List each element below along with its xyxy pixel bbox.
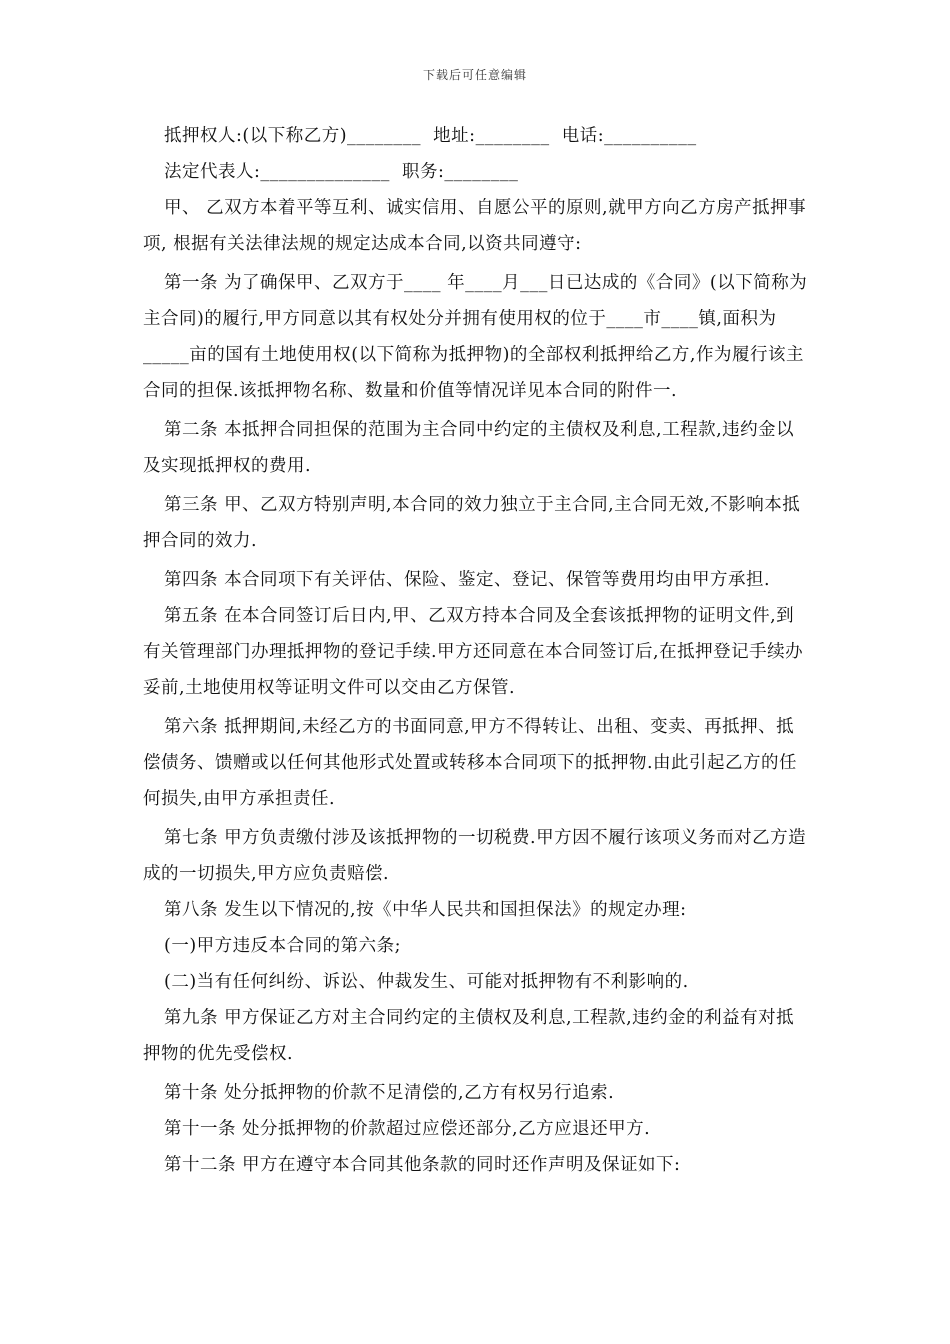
article-4-paragraph: 第四条 本合同项下有关评估、保险、鉴定、登记、保管等费用均由甲方承担. [164,570,771,590]
article-12-paragraph: 第十二条 甲方在遵守本合同其他条款的同时还作声明及保证如下: [164,1155,681,1175]
header-note: 下载后可任意编辑 [422,68,527,82]
article-8-item-2: (二)当有任何纠纷、诉讼、仲裁发生、可能对抵押物有不利影响的. [164,972,689,992]
article-11-paragraph: 第十一条 处分抵押物的价款超过应偿还部分,乙方应退还甲方. [164,1119,651,1139]
article-8-paragraph: 第八条 发生以下情况的,按《中华人民共和国担保法》的规定办理: [164,900,687,920]
article-9-paragraph: 第九条 甲方保证乙方对主合同约定的主债权及利息,工程款,违约金的利益有对抵押物的优先受偿权. [143,1008,795,1064]
preamble-paragraph: 甲、 乙双方本着平等互利、诚实信用、自愿公平的原则,就甲方向乙方房产抵押事项, 根据有关法律法规的规定达成本合同,以资共同遵守: [143,198,807,254]
article-7-paragraph: 第七条 甲方负责缴付涉及该抵押物的一切税费.甲方因不履行该项义务而对乙方造成的一切损失,甲方应负责赔偿. [143,828,807,884]
article-5-paragraph: 第五条 在本合同签订后日内,甲、乙双方持本合同及全套该抵押物的证明文件,到有关管理部门办理抵押物的登记手续.甲方还同意在本合同签订后,在抵押登记手续办妥前,土地使用权等证明文件可以交由乙方保管. [143,606,804,698]
mortgagee-field-line: 抵押权人:(以下称乙方)________ 地址:________ 电话:__________ [164,126,697,146]
article-2-paragraph: 第二条 本抵押合同担保的范围为主合同中约定的主债权及利息,工程款,违约金以及实现抵押权的费用. [143,420,795,476]
legal-representative-field-line: 法定代表人:______________ 职务:________ [164,162,519,182]
article-6-paragraph: 第六条 抵押期间,未经乙方的书面同意,甲方不得转让、出租、变卖、再抵押、抵偿债务、馈赠或以任何其他形式处置或转移本合同项下的抵押物.由此引起乙方的任何损失,由甲方承担责任. [143,717,798,809]
article-3-paragraph: 第三条 甲、乙双方特别声明,本合同的效力独立于主合同,主合同无效,不影响本抵押合同的效力. [143,495,801,551]
contract-body [143,118,811,1183]
article-1-paragraph: 第一条 为了确保甲、乙双方于____ 年____月___日已达成的《合同》(以下简称为主合同)的履行,甲方同意以其有权处分并拥有使用权的位于____市____镇,面积为_____亩的国有土地使用权(以下简称为抵押物)的全部权利抵押给乙方,作为履行该主合同的担保.该抵押物名称、数量和价值等情况详见本合同的附件一. [143,273,808,401]
article-10-paragraph: 第十条 处分抵押物的价款不足清偿的,乙方有权另行追索. [164,1083,615,1103]
article-8-item-1: (一)甲方违反本合同的第六条; [164,936,402,956]
